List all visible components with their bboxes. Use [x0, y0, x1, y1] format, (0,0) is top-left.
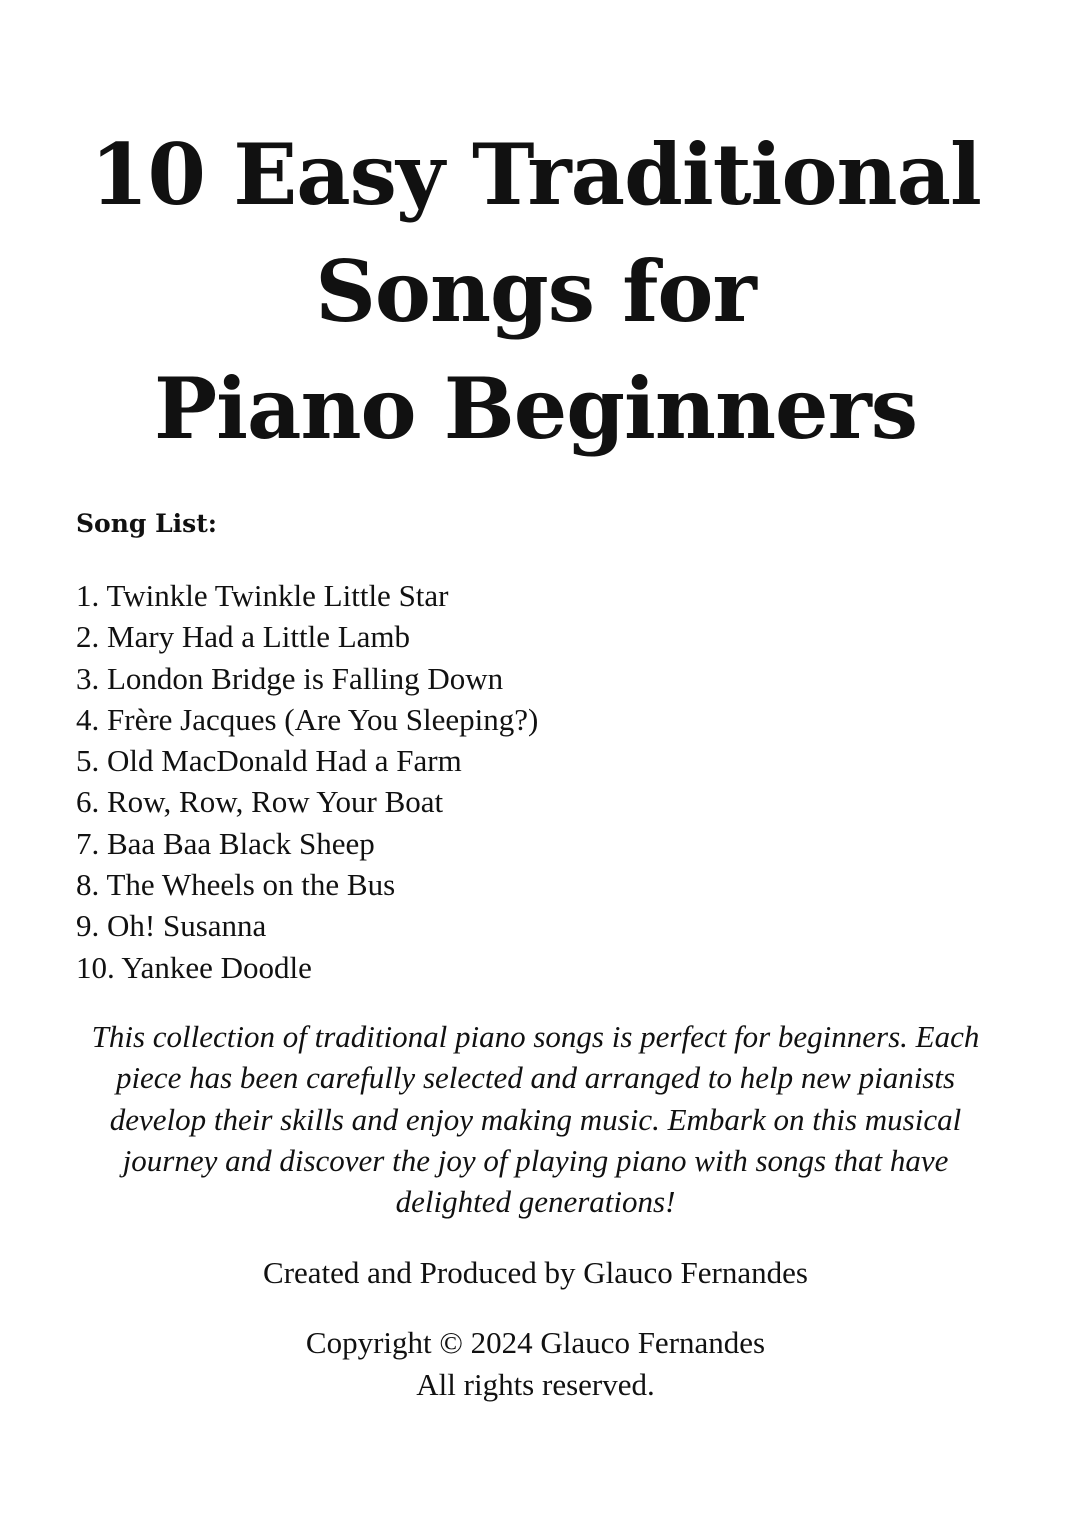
title-line-1: 10 Easy Traditional [90, 125, 981, 224]
song-list-item: 4. Frère Jacques (Are You Sleeping?) [76, 701, 539, 737]
collection-description: This collection of traditional piano songs is perfect for beginners. Each piece has been carefully selected and arranged to help new pianists develop their skills and enjoy making music. Embark on this musical journey and discover the joy of playing piano with songs that have delighted generations! [91, 1019, 980, 1220]
song-list-item: 1. Twinkle Twinkle Little Star [76, 578, 449, 613]
copyright-line: Copyright © 2024 Glauco Fernandes [305, 1325, 766, 1360]
song-list-item: 6. Row, Row, Row Your Boat [76, 784, 444, 820]
song-list-item: 7. Baa Baa Black Sheep [76, 825, 375, 861]
song-list-item: 10. Yankee Doodle [76, 949, 312, 985]
title-line-2: Songs for [315, 242, 756, 341]
song-list [76, 575, 538, 988]
song-list-item: 2. Mary Had a Little Lamb [76, 619, 411, 655]
credits-line: Created and Produced by Glauco Fernandes [263, 1255, 808, 1290]
copyright-notice [0, 1322, 1071, 1406]
page-title [0, 116, 1071, 467]
song-list-item: 9. Oh! Susanna [76, 908, 267, 944]
rights-reserved-line: All rights reserved. [416, 1367, 655, 1402]
song-list-item: 3. London Bridge is Falling Down [76, 660, 504, 696]
song-list-heading: Song List: [76, 509, 218, 538]
title-line-3: Piano Beginners [153, 359, 918, 458]
song-list-item: 5. Old MacDonald Had a Farm [76, 743, 462, 779]
song-list-item: 8. The Wheels on the Bus [76, 867, 396, 903]
